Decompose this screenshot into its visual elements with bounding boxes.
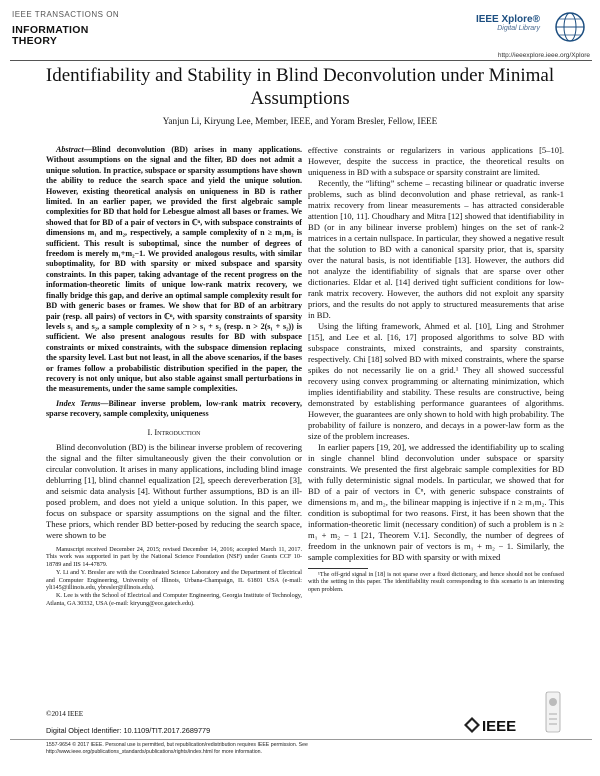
doi[interactable]: Digital Object Identifier: 10.1109/TIT.2017.2689779 [46, 726, 211, 735]
left-footnotes [46, 547, 302, 608]
abstract-text: —Blind deconvolution (BD) arises in many applications. Without assumptions on the signal and the filter, BD does not admit a unique solution. In practice, subspace or sparsity assumptions have shown the ability to reduce the search space and yield the unique solution. However, existing theoretical analysis on uniqueness in BD is rather limited. In an earlier paper, we provided the first algebraic sample complexities for BD that hold for Lebesgue almost all bases or frames. We showed that for BD of a pair of vectors in ℂⁿ, with subspace constraints of dimensions m₁ and m₂, respectively, a sample complexity of n ≥ m₁m₂ is sufficient. This result is suboptimal, since the number of degrees of freedom is merely m₁+m₂−1. We provided analogous results, with similar suboptimality, for BD with sparsity or mixed subspace and sparsity constraints. In this paper, taking advantage of the recent progress on the information-theoretic limits of unique low-rank matrix recovery, we finally bridge this gap, and derive an optimal sample complexity result for BD with generic bases or frames. We show that for BD of an arbitrary pair (resp. all pairs) of vectors in ℂⁿ, with sparsity constraints of sparsity levels s₁ and s₂, a sample complexity of n > s₁ + s₂ (resp. n > 2(s₁ + s₂)) is sufficient. We also present analogous results for BD with subspace constraints or mixed constraints, with the subspace dimension replacing the sparsity level. Last but not least, in all the above scenarios, if the bases or frames follow a probabilistic distribution specified in the paper, the recovery is not only unique, but also stable against small perturbations in the measurements, under the same sample complexities. [46, 145, 302, 394]
xplore-subtitle: Digital Library [497, 25, 540, 32]
right-paragraph-1: effective constraints or regularizers in various applications [5–10]. However, despite the success in practice, the theoretical results on uniqueness in BD with a subspace or sparsity constraint are limited. [308, 145, 564, 177]
abstract [46, 145, 302, 395]
paper-title: Identifiability and Stability in Blind Deconvolution under Minimal Assumptions [45, 65, 555, 109]
xplore-branding [476, 14, 540, 32]
ieee-logo: IEEE [482, 718, 517, 735]
rights-note: 1557-9654 © 2017 IEEE. Personal use is permitted, but republication/redistribution requires IEEE permission. See http://www.ieee.org/publications_standards/publications/rights/index.html for more information. [46, 742, 308, 755]
right-paragraph-2: Recently, the “lifting” scheme – recasting bilinear or quadratic inverse problems, such as blind deconvolution and phase retrieval, as rank-1 matrix recovery from linear measurements – has attracted considerable attention [10, 11]. Choudhary and Mitra [12] showed that identifiability in BD (or in any bilinear inverse problem) hinges on the set of rank-2 matrices in a certain nullspace. In particular, they showed a negative result that the solution to BD with a canonical sparsity prior, that is, sparsity over the natural basis, is not identifiable [13]. However, the authors did not analyze the identifiability of signals that are sparse over other dictionaries. Eldar et al. [14] derived tight sufficient conditions for low-rank matrix recovery. However, the authors did not exploit any sparsity priors, and the results do not apply to structured measurements that arise in BD. [308, 178, 564, 320]
footnote-affiliation-1: Y. Li and Y. Bresler are with the Coordinated Science Laboratory and the Department of Electrical and Computer Engineering, University of Illinois, Urbana-Champaign, IL 61801 USA (e-mail: yli145@illinois.edu, ybresler@illinois.edu). [46, 570, 302, 591]
journal-name-line-2: THEORY [12, 35, 58, 47]
index-terms-label: Index Terms [56, 398, 101, 408]
section-heading-introduction: I. Introduction [147, 427, 201, 437]
xplore-title: IEEE Xplore® [475, 14, 540, 25]
intro-paragraph: Blind deconvolution (BD) is the bilinear inverse problem of recovering the signal and the filter simultaneously given the their convolution or circular convolution. It arises in many applications, including blind image deblurring [1], blind channel equalization [2], speech dereverberation [3], and seismic data analysis [4]. Without further assumptions, BD is an ill-posed problem, and does not yield a unique solution. In this paper, we focus on subspace or sparsity assumptions on the signal and the filter. These priors, which render BD better-posed by reducing the search space, were shown to be [46, 441, 302, 540]
ieee-diamond-icon [464, 717, 480, 733]
right-column [308, 145, 564, 594]
index-terms [46, 399, 302, 420]
journal-name-line-1: INFORMATION [12, 24, 89, 36]
footer-divider [10, 739, 592, 740]
paper-authors: Yanjun Li, Kiryung Lee, Member, IEEE, and Yoram Bresler, Fellow, IEEE [162, 116, 438, 126]
index-terms-text: —Bilinear inverse problem, low-rank matrix recovery, sparse recovery, sample complexity, uniqueness [46, 398, 303, 419]
abstract-label: Abstract [56, 145, 84, 154]
footnote-divider [308, 568, 368, 569]
left-column [46, 145, 302, 609]
xplore-logo-icon [550, 10, 590, 44]
footnote-received: Manuscript received December 24, 2015; revised December 14, 2016; accepted March 11, 2017. This work was supported in part by the National Science Foundation (NSF) under Grants CCF 10-18789 and IIS 14-47879. [46, 546, 302, 568]
xplore-url[interactable]: http://ieeexplore.ieee.org/Xplore [497, 52, 590, 59]
copyright: ©2014 IEEE [46, 710, 84, 718]
journal-name [12, 25, 89, 47]
header-divider [10, 60, 592, 61]
footnote-1: ¹The off-grid signal in [18] is not sparse over a fixed dictionary, and hence should not be confused with the setting in this paper. The identifiability result corresponding to this scenario is an interesting open problem. [308, 572, 564, 593]
footnote-affiliation-2: K. Lee is with the School of Electrical and Computer Engineering, Georgia Institute of Technology, Atlanta, GA 30332, USA (e-mail: kiryung@ece.gatech.edu). [46, 593, 302, 607]
crossmark-seal-icon [544, 690, 562, 734]
journal-series-line: IEEE TRANSACTIONS ON [12, 10, 120, 19]
right-paragraph-3: Using the lifting framework, Ahmed et al. [10], Ling and Strohmer [15], and Lee et al. [16, 17] proposed algorithms to solve BD with subspace constraints, mixed constraints, and sparsity constraints, respectively. Chi [18] solved BD with mixed constraints, where the sparse spikes do not necessarily lie on a grid.¹ They all showed successful recovery using convex programming or alternating minimization, which implies identifiability and stability. These results are constructive, being demonstrated by establishing performance guarantees of algorithms. However, the guarantees are only shown to hold with high probability. The probability of failure is nonzero, and decays in a power-law form as the size of the problem increases. [308, 321, 565, 441]
right-paragraph-4: In earlier papers [19, 20], we addressed the identifiability up to scaling in single channel blind deconvolution under subspace or sparsity constraints. We presented the first algebraic sample complexities for BD with fully deterministic signal models. In particular, we showed that for BD of a pair of vectors in ℂⁿ, with generic subspace constraints of dimensions m₁ and m₂, the bilinear mapping is injective if n ≥ m₁m₂. This condition is suboptimal for two reasons. First, it has been shown that the information-theoretic limit (necessary condition) of such a problem is n ≥ m₁ + m₂ − 1 [21, Theorem V.1]. Secondly, the number of degrees of freedom in the unknown pair of vectors is m₁ + m₂ − 1. Similarly, the sample complexities for BD with sparsity or with mixed [308, 442, 564, 562]
